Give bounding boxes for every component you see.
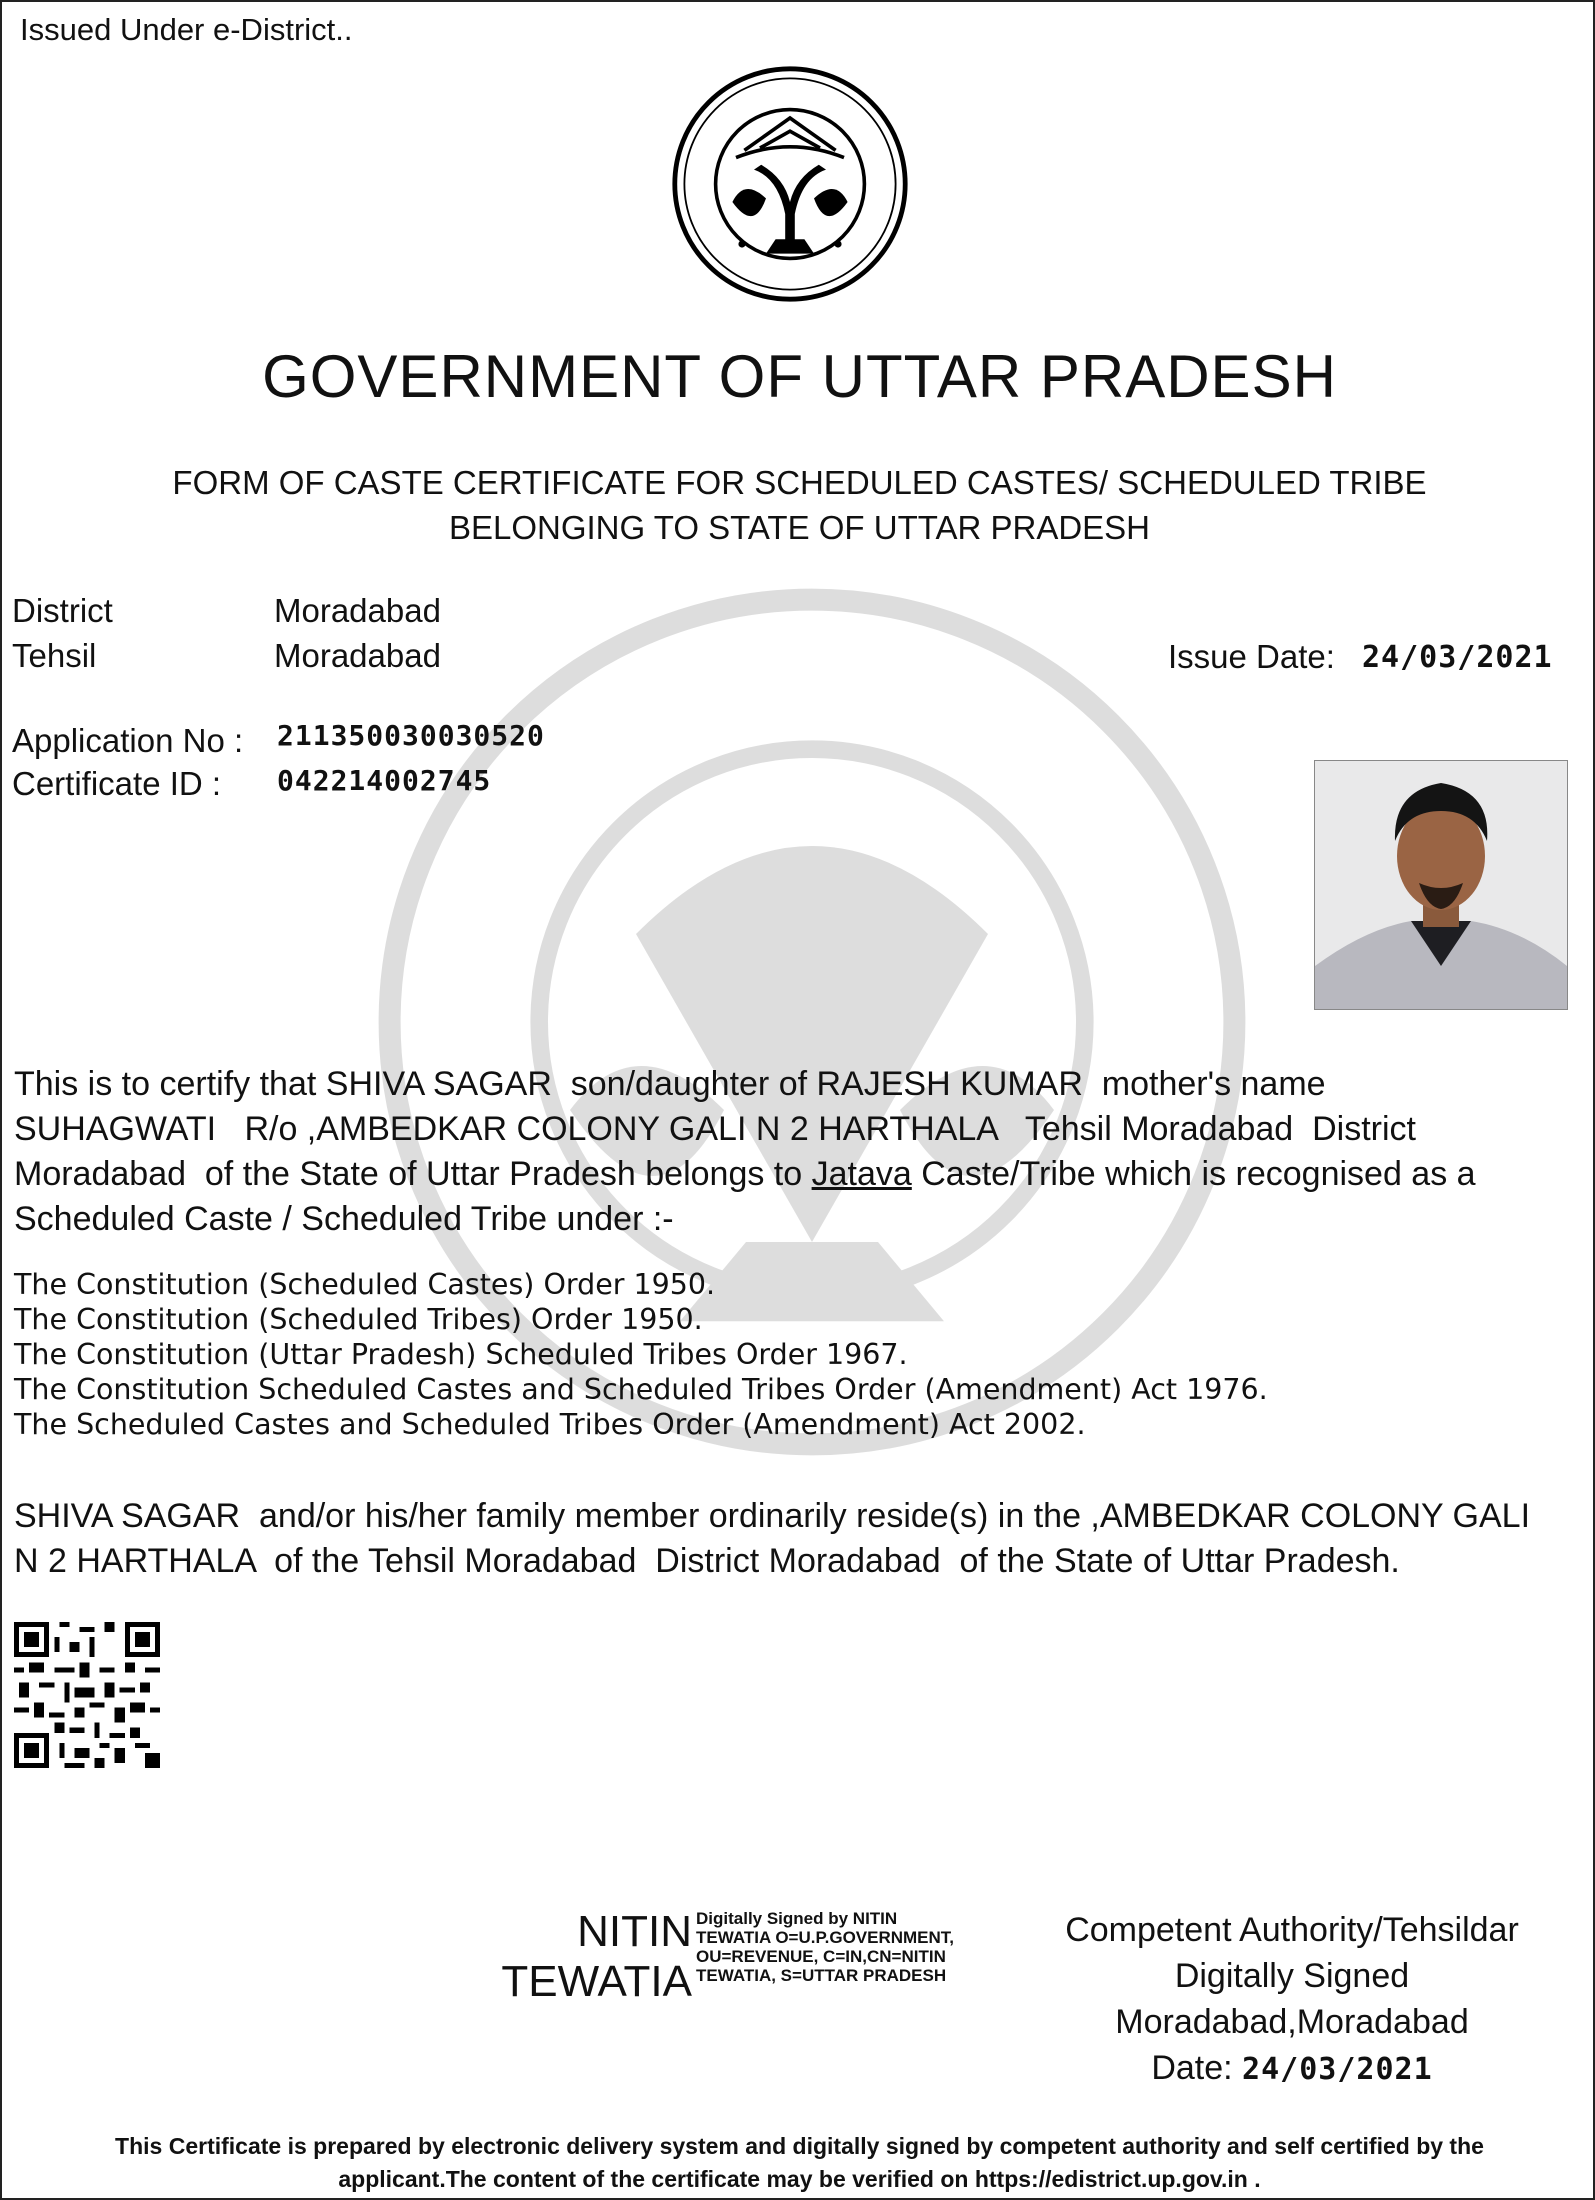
issued-under-label: Issued Under e-District.. — [20, 12, 353, 47]
signature-meta-line4: TEWATIA, S=UTTAR PRADESH — [696, 1966, 947, 1985]
form-title — [2, 460, 1595, 550]
authority-location: Moradabad,Moradabad — [1115, 2003, 1469, 2041]
government-title: GOVERNMENT OF UTTAR PRADESH — [262, 343, 1337, 410]
competent-authority-block — [1032, 1907, 1552, 2093]
footer-line1: This Certificate is prepared by electronic delivery system and digitally signed by competent authority and self certified by the — [115, 2133, 1484, 2159]
authority-date — [1032, 2045, 1552, 2093]
issue-date-value: 24/03/2021 — [1362, 640, 1553, 675]
district-label: District — [12, 592, 113, 629]
district-value: Moradabad — [274, 592, 441, 629]
certify-line4: Scheduled Caste / Scheduled Tribe under :- — [14, 1200, 674, 1238]
signer-last-name: TEWATIA — [501, 1957, 692, 2006]
order-item: The Constitution (Uttar Pradesh) Scheduled Tribes Order 1967. — [14, 1338, 908, 1371]
signer-name — [442, 1907, 692, 2007]
residence-line2: N 2 HARTHALA of the Tehsil Moradabad District Moradabad of the State of Uttar Pradesh. — [14, 1542, 1400, 1580]
applicant-photo — [1314, 760, 1568, 1010]
authority-signed: Digitally Signed — [1174, 1957, 1410, 1995]
issue-date-label: Issue Date: — [1168, 638, 1335, 675]
order-item: The Scheduled Castes and Scheduled Tribes Order (Amendment) Act 2002. — [14, 1408, 1086, 1441]
authority-title: Competent Authority/Tehsildar — [1065, 1911, 1519, 1949]
form-title-line2: BELONGING TO STATE OF UTTAR PRADESH — [448, 509, 1151, 546]
certify-line1: This is to certify that SHIVA SAGAR son/daughter of RAJESH KUMAR mother's name — [14, 1065, 1326, 1103]
footer-note — [42, 2130, 1557, 2196]
order-item: The Constitution (Scheduled Tribes) Order 1950. — [14, 1303, 703, 1336]
application-no-value: 211350030030520 — [277, 719, 545, 752]
authority-date-value: 24/03/2021 — [1242, 2052, 1433, 2087]
signature-metadata — [696, 1909, 1016, 1985]
tehsil-value: Moradabad — [274, 637, 441, 674]
tehsil-label: Tehsil — [12, 637, 97, 674]
certificate-id-value: 042214002745 — [277, 764, 492, 797]
signer-first-name: NITIN — [577, 1907, 692, 1956]
certify-paragraph — [14, 1062, 1574, 1242]
residence-paragraph — [14, 1494, 1574, 1584]
signature-meta-line3: OU=REVENUE, C=IN,CN=NITIN — [696, 1947, 946, 1966]
order-item: The Constitution (Scheduled Castes) Order 1950. — [14, 1268, 716, 1301]
signature-meta-line1: Digitally Signed by NITIN — [696, 1909, 898, 1928]
order-item: The Constitution Scheduled Castes and Scheduled Tribes Order (Amendment) Act 1976. — [14, 1373, 1268, 1406]
certificate-id-label: Certificate ID : — [12, 765, 222, 802]
certify-line3-post: Caste/Tribe which is recognised as a — [911, 1155, 1476, 1193]
residence-line1: SHIVA SAGAR and/or his/her family member ordinarily reside(s) in the ,AMBEDKAR COLONY GALI — [14, 1497, 1531, 1535]
application-no-label: Application No : — [12, 722, 244, 759]
caste-name: Jatava — [811, 1155, 912, 1193]
orders-list — [14, 1267, 1268, 1442]
authority-date-label: Date: — [1151, 2049, 1233, 2087]
certify-line3 — [14, 1152, 1574, 1197]
person-photo-icon — [1315, 761, 1567, 1009]
form-title-line1: FORM OF CASTE CERTIFICATE FOR SCHEDULED CASTES/ SCHEDULED TRIBE — [172, 464, 1427, 501]
uttar-pradesh-seal — [670, 64, 910, 304]
qr-code[interactable] — [14, 1622, 160, 1768]
signature-meta-line2: TEWATIA O=U.P.GOVERNMENT, — [696, 1928, 955, 1947]
certify-line2: SUHAGWATI R/o ,AMBEDKAR COLONY GALI N 2 HARTHALA Tehsil Moradabad District — [14, 1110, 1416, 1148]
footer-line2: applicant.The content of the certificate may be verified on https://edistrict.up.gov.in . — [338, 2166, 1261, 2192]
certify-line3-pre: Moradabad of the State of Uttar Pradesh belongs to — [14, 1155, 812, 1193]
